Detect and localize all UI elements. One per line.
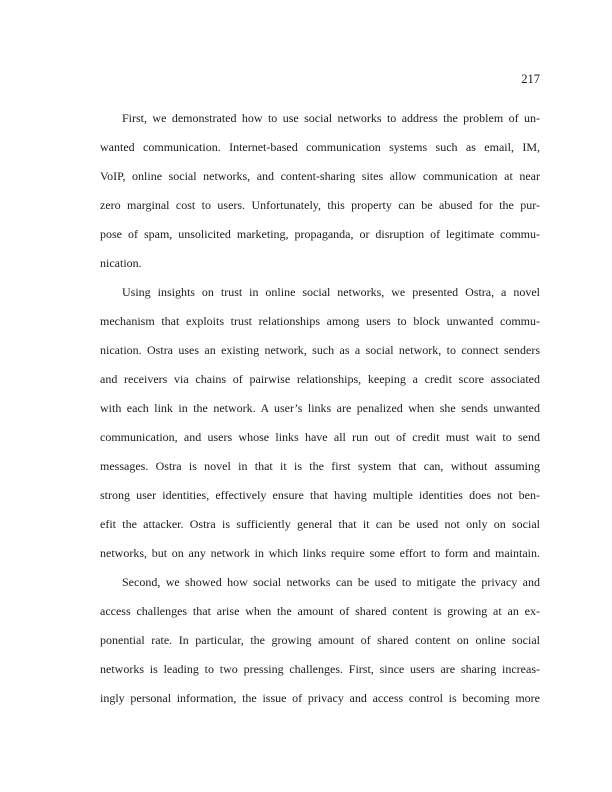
text-line: ingly personal information, the issue of privacy and access control is becoming more: [100, 691, 540, 705]
text-line: pose of spam, unsolicited marketing, propaganda, or disruption of legitimate commu-: [100, 227, 540, 241]
text-line: Using insights on trust in online social networks, we presented Ostra, a novel: [122, 285, 540, 299]
paragraph: [100, 278, 540, 568]
text-line: VoIP, online social networks, and content-sharing sites allow communication at near: [100, 169, 540, 183]
text-line: with each link in the network. A user’s links are penalized when she sends unwanted: [100, 401, 540, 415]
text-line: strong user identities, effectively ensure that having multiple identities does not ben-: [100, 488, 540, 502]
body-text: [100, 104, 540, 713]
text-line: ponential rate. In particular, the growing amount of shared content on online social: [100, 633, 540, 647]
text-line: efit the attacker. Ostra is sufficiently general that it can be used not only on social: [100, 517, 540, 531]
text-line: Second, we showed how social networks can be used to mitigate the privacy and: [122, 575, 540, 589]
text-line: and receivers via chains of pairwise relationships, keeping a credit score associated: [100, 372, 540, 386]
text-line: wanted communication. Internet-based communication systems such as email, IM,: [100, 140, 540, 154]
text-line: networks, but on any network in which links require some effort to form and maintain.: [100, 546, 540, 560]
text-line: nication. Ostra uses an existing network, such as a social network, to connect senders: [100, 343, 540, 357]
paragraph: [100, 104, 540, 278]
text-line: networks is leading to two pressing challenges. First, since users are sharing increas-: [100, 662, 540, 676]
text-line: zero marginal cost to users. Unfortunately, this property can be abused for the pur-: [100, 198, 540, 212]
text-line: communication, and users whose links have all run out of credit must wait to send: [100, 430, 540, 444]
text-line: messages. Ostra is novel in that it is the first system that can, without assuming: [100, 459, 540, 473]
page-number: 217: [521, 72, 540, 86]
text-line: mechanism that exploits trust relationships among users to block unwanted commu-: [100, 314, 540, 328]
paragraph: [100, 568, 540, 713]
text-line: nication.: [100, 256, 142, 270]
text-line: First, we demonstrated how to use social networks to address the problem of un-: [122, 111, 540, 125]
text-line: access challenges that arise when the amount of shared content is growing at an ex-: [100, 604, 540, 618]
